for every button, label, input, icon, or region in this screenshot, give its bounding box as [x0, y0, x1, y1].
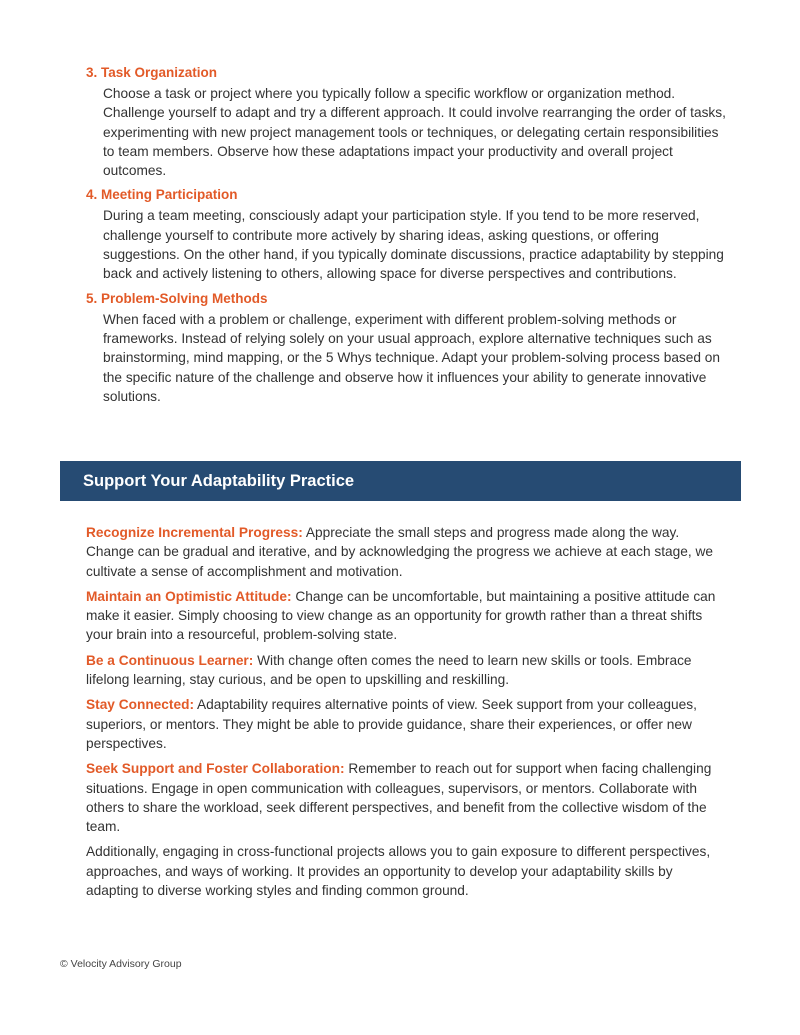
tip-stay-connected: [86, 695, 716, 753]
closing-paragraph: Additionally, engaging in cross-functional projects allows you to gain exposure to different perspectives, approaches, and ways of working. It provides an opportunity to develop your adaptability skills by adapting to diverse working styles and finding common ground.: [86, 844, 711, 899]
tip-seek-support: [86, 759, 716, 836]
practice-title: 4. Meeting Participation: [86, 187, 238, 203]
tip-optimistic-attitude: [86, 587, 716, 645]
practice-title: 5. Problem-Solving Methods: [86, 290, 268, 306]
tip-recognize-progress: [86, 523, 716, 581]
practice-description: Choose a task or project where you typically follow a specific workflow or organization method. Challenge yourself to adapt and try a different approach. It could involve rearranging the order of tasks, experimenting with new project management tools or techniques, or delegating certain responsibilities to team members. Observe how these adaptations impact your productivity and overall project outcomes.: [103, 86, 726, 179]
section-title: Support Your Adaptability Practice: [83, 472, 355, 490]
tip-text: With change often comes the need to learn new skills or tools. Embrace lifelong learning, stay curious, and be open to upskilling and reskilling.: [86, 652, 692, 688]
practice-item-meeting-participation: [86, 186, 726, 283]
tip-label: Stay Connected:: [86, 697, 194, 713]
practice-title: 3. Task Organization: [86, 65, 218, 80]
practice-description: When faced with a problem or challenge, experiment with different problem-solving methods or frameworks. Instead of relying solely on your usual approach, explore alternative techniques such as brainstorming, mind mapping, or the 5 Whys technique. Adapt your problem-solving process based on the specific nature of the challenge and observe how it influences your ability to generate innovative solutions.: [103, 311, 721, 404]
tip-label: Recognize Incremental Progress:: [86, 525, 303, 540]
footer-copyright: © Velocity Advisory Group: [60, 958, 182, 970]
tip-text: Remember to reach out for support when facing challenging situations. Engage in open communication with colleagues, supervisors, or mentors. Collaborate with others to share the workload, seek different perspectives, and benefit from the collective wisdom of the team.: [86, 761, 712, 835]
practice-item-task-organization: [86, 64, 726, 180]
practice-description: During a team meeting, consciously adapt your participation style. If you tend to be more reserved, challenge yourself to contribute more actively by sharing ideas, asking questions, or offering suggestions. On the other hand, if you typically dominate discussions, practice adaptability by stepping back and actively listening to others, allowing space for diverse perspectives and contributions.: [103, 208, 724, 282]
practice-item-problem-solving: [86, 290, 726, 406]
tip-label: Seek Support and Foster Collaboration:: [86, 761, 345, 777]
tip-label: Maintain an Optimistic Attitude:: [86, 588, 292, 604]
practice-list: [86, 64, 726, 412]
tip-label: Be a Continuous Learner:: [86, 652, 254, 668]
tip-text: Change can be uncomfortable, but maintaining a positive attitude can make it easier. Simply choosing to view change as an opportunity for growth rather than a threat shifts your brain into a resourceful, problem-solving state.: [86, 588, 716, 643]
tip-text: Appreciate the small steps and progress made along the way. Change can be gradual and iterative, and by acknowledging the progress we achieve at each stage, we cultivate a sense of accomplishment and motivation.: [86, 525, 713, 579]
section-banner: [60, 461, 741, 501]
tips-list: [86, 523, 716, 906]
tip-text: Adaptability requires alternative points of view. Seek support from your colleagues, superiors, or mentors. They might be able to provide guidance, share their experiences, or offer new perspectives.: [86, 697, 697, 751]
tip-continuous-learner: [86, 651, 716, 690]
